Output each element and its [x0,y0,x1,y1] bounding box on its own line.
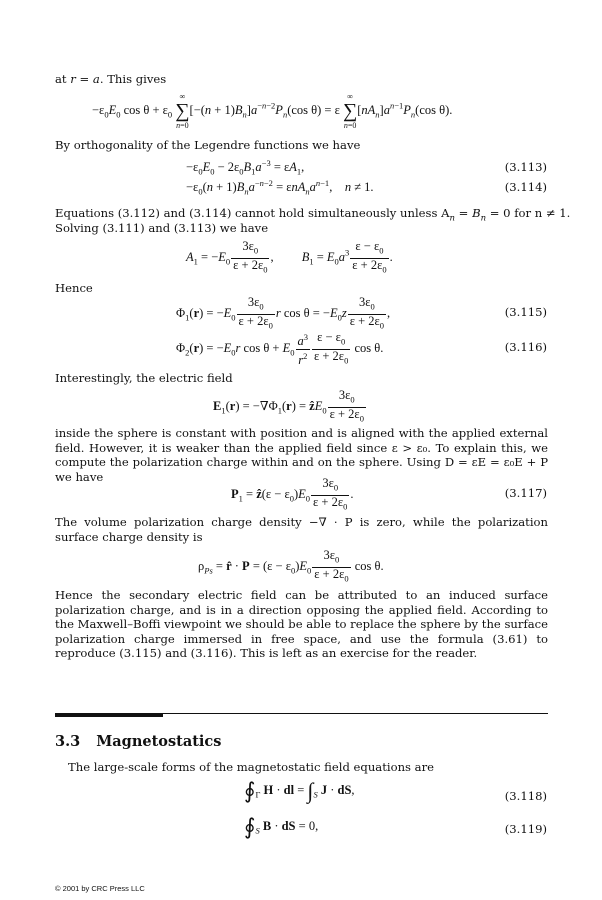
cannot-hold-line: Equations (3.112) and (3.114) cannot hold simultaneously unless $A_n = B_n = 0$ for n ≠ 1. [55,206,571,224]
equation-number: (3.114) [504,180,547,194]
equation-number: (3.115) [504,305,547,319]
volume-paragraph: The volume polarization charge density −∇ · P is zero, while the polarization surface charge density is [55,515,548,544]
equation-3-115: $\Phi_1(r) = -E_0$ $\frac{3\varepsilon_0}{\varepsilon + 2\varepsilon_0}$ r $\cos \theta = -E_0z$ $\frac{3\varepsilon_0}{\varepsilon + 2\varepsilon_0}$ , [176,295,391,330]
electric-field-equation: $E_1(r) = -\nabla\Phi_1(r)$ = ẑE$_0$ $\frac{3\varepsilon_0}{\varepsilon + 2\varepsilon_0}$ [213,388,364,423]
boundary-equation: $-\varepsilon_0E_0$ $\cos \theta + \varepsilon_0$ ∞ ∑ $n=0[-(n + 1)B_n]a^{-n-2}P_n(\cos$ θ) = ε ∞ ∑ $n=0[nA_n]a^{n-1}P_n(\cos$ θ). [92,92,453,130]
inside-paragraph: inside the sphere is constant with position and is aligned with the applied external field. However, it is weaker than the applied field since ε > ε₀. To explain this, we compute the polarization charge within and on the sphere. Using D = εE = ε₀E + P we have [55,426,548,484]
equation-3-114: $-\varepsilon_0(n + 1)B_na^{-n-2} = \varepsilon nA_na^{n-1}$, n ≠ 1. [186,178,374,197]
equation-number: (3.117) [504,486,547,500]
equation-number: (3.113) [504,160,547,174]
equation-3-117: $P_1$ = ẑ(ε − $\varepsilon_0)E_0$ $\frac{3\varepsilon_0}{\varepsilon + 2\varepsilon_0}$ . [231,476,354,511]
equation-number: (3.118) [504,789,547,803]
copyright-footer: © 2001 by CRC Press LLC [55,884,145,893]
hence-line: Hence [55,281,93,295]
equation-number: (3.116) [504,340,547,354]
intro-line: at r = a. This gives [55,72,167,86]
section-divider-accent [55,713,163,717]
hence-paragraph: Hence the secondary electric field can be attributed to an induced surface polarization charge, and is in a direction opposing the applied field. According to the Maxwell–Boffi viewpoint we should be able to replace the sphere by the surface polarization charge immersed in free space, and use the formula (3.61) to reproduce (3.115) and (3.116). This is left as an exercise for the reader. [55,588,548,661]
solving-line: Solving (3.111) and (3.113) we have [55,221,269,235]
section-heading: 3.3 Magnetostatics [55,733,222,750]
equation-3-119: $∮_S$ B · dS = 0, [244,814,319,839]
orthogonality-line: By orthogonality of the Legendre functions we have [55,138,361,152]
equation-number: (3.119) [504,822,547,836]
equation-3-113: $-\varepsilon_0E_0 - 2\varepsilon_0B_1a^{-3} = \varepsilon A_1$, [186,158,305,177]
solution-equation: $A_1 = -E_0$ $\frac{3\varepsilon_0}{\varepsilon + 2\varepsilon_0}$ , $B_1 = E_0a^3$ $\frac{\varepsilon - \varepsilon_0}{\varepsilon + 2\varepsilon_0}$ . [186,239,393,274]
interestingly-line: Interestingly, the electric field [55,371,233,385]
equation-3-118: $∮_\Gamma$ H · dl = $\int_S$ J · dS, [244,778,355,803]
magnetostatics-intro: The large-scale forms of the magnetostatic field equations are [68,760,434,774]
surface-charge-equation: $\rho_{Ps}$ = r̂ · $P = (\varepsilon - \varepsilon_0)E_0$ $\frac{3\varepsilon_0}{\varepsilon + 2\varepsilon_0}$ cos θ. [198,548,384,583]
equation-3-116: $\Phi_2(r) = -E_0r$ $\cos \theta + E_0$ $\frac{a^3}{r^2}$ $\frac{\varepsilon - \varepsilon_0}{\varepsilon + 2\varepsilon_0}$ cos θ. [176,330,384,367]
